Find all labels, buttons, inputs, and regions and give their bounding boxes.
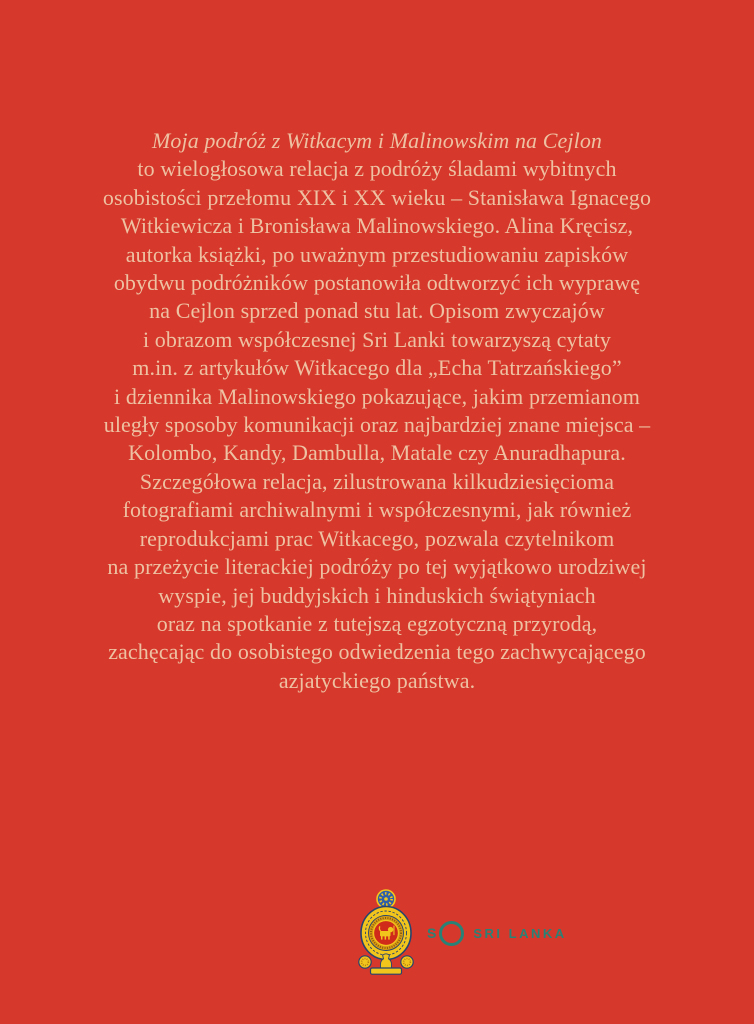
back-cover-blurb — [44, 127, 710, 695]
blurb-line: oraz na spotkanie z tutejszą egzotyczną przyrodą, — [156, 610, 598, 636]
so-sri-lanka-logo — [427, 921, 567, 946]
so-sri-lanka-wordmark: SRI LANKA — [473, 925, 567, 941]
so-sri-lanka-s: S — [427, 925, 438, 941]
blurb-line: wyspie, jej buddyjskich i hinduskich świątyniach — [158, 582, 596, 608]
blurb-line: i obrazom współczesnej Sri Lanki towarzyszą cytaty — [142, 326, 612, 352]
so-sri-lanka-o-circle-icon — [439, 921, 464, 946]
blurb-line: Witkiewicza i Bronisława Malinowskiego. Alina Kręcisz, — [120, 213, 634, 239]
blurb-line: autorka książki, po uważnym przestudiowaniu zapisków — [125, 241, 629, 267]
blurb-line: reprodukcjami prac Witkacego, pozwala czytelnikom — [139, 525, 615, 551]
blurb-line: azjatyckiego państwa. — [278, 667, 476, 693]
blurb-line: to wielogłosowa relacja z podróży śladami wybitnych — [137, 156, 617, 182]
book-title-line: Moja podróż z Witkacym i Malinowskim na Cejlon — [151, 128, 603, 153]
blurb-line: zachęcając do osobistego odwiedzenia tego zachwycającego — [108, 639, 646, 665]
blurb-line: osobistości przełomu XIX i XX wieku – Stanisława Ignacego — [102, 184, 652, 210]
blurb-line: Kolombo, Kandy, Dambulla, Matale czy Anuradhapura. — [128, 440, 626, 466]
blurb-line: i dziennika Malinowskiego pokazujące, jakim przemianom — [114, 383, 640, 409]
sri-lanka-emblem-icon — [358, 889, 414, 977]
blurb-line: na przeżycie literackiej podróży po tej wyjątkowo urodziwej — [107, 554, 647, 580]
blurb-line: Szczegółowa relacja, zilustrowana kilkudziesięcioma — [139, 468, 615, 494]
blurb-line: na Cejlon sprzed ponad stu lat. Opisom zwyczajów — [149, 298, 605, 324]
blurb-line: fotografiami archiwalnymi i współczesnymi, jak również — [122, 497, 632, 523]
blurb-line: uległy sposoby komunikacji oraz najbardziej znane miejsca – — [103, 412, 651, 438]
blurb-line: obydwu podróżników postanowiła odtworzyć ich wyprawę — [113, 270, 641, 296]
publisher-logo-row — [358, 889, 567, 977]
blurb-line: m.in. z artykułów Witkacego dla „Echa Tatrzańskiego” — [132, 355, 622, 381]
